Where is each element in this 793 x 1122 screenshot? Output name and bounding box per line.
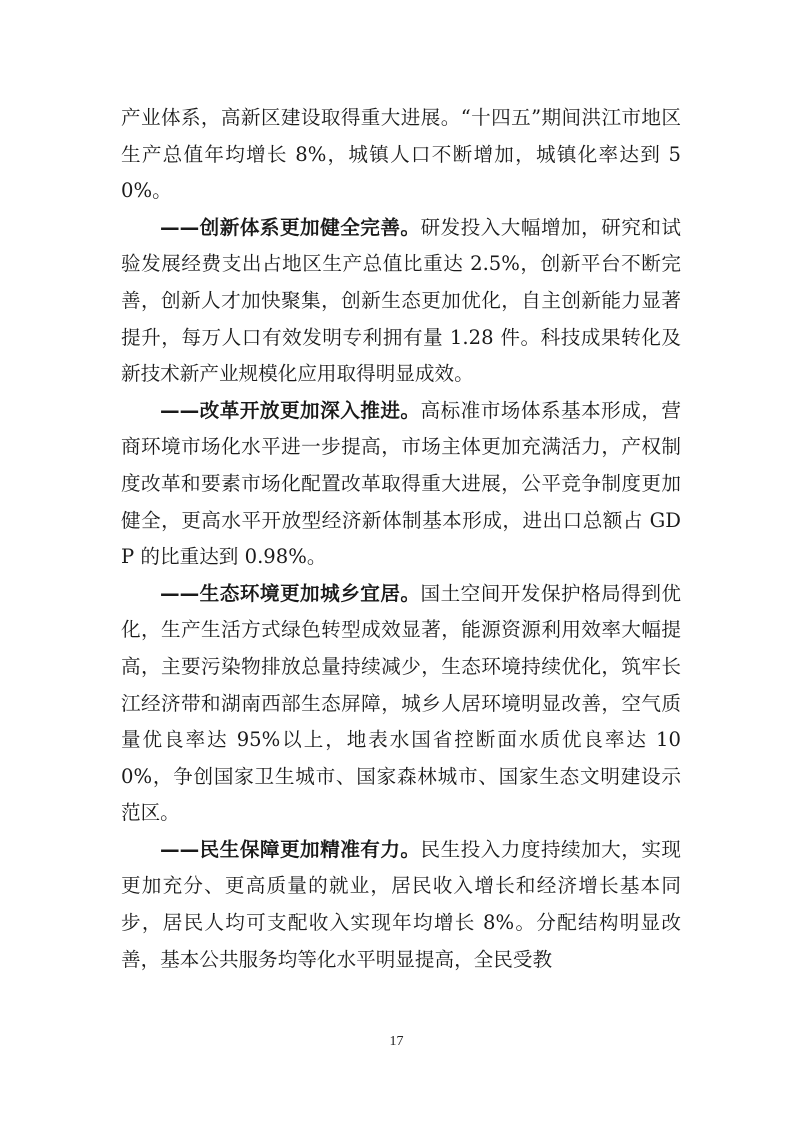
paragraph-text: 产业体系，高新区建设取得重大进展。“十四五”期间洪江市地区生产总值年均增长 8%，城镇人口不断增加，城镇化率达到 50%。 [121, 106, 681, 203]
paragraph-livelihood [121, 832, 681, 978]
paragraph-text: 国土空间开发保护格局得到优化，生产生活方式绿色转型成效显著，能源资源利用效率大幅提高，主要污染物排放总量持续减少，生态环境持续优化，筑牢长江经济带和湖南西部生态屏障，城乡人居环境明显改善，空气质量优良率达 95%以上，地表水国省控断面水质优良率达 100%，争创国家卫生城市、国家森林城市、国家生态文明建设示范区。 [121, 581, 681, 825]
paragraph-text: 研发投入大幅增加，研究和试验发展经费支出占地区生产总值比重达 2.5%，创新平台不断完善，创新人才加快聚集，创新生态更加优化，自主创新能力显著提升，每万人口有效发明专利拥有量 1.28 件。科技成果转化及新技术新产业规模化应用取得明显成效。 [121, 215, 681, 386]
paragraph-reform [121, 393, 681, 576]
paragraph-ecology [121, 576, 681, 832]
document-body [121, 100, 681, 978]
paragraph-urbanization [121, 100, 681, 210]
paragraph-lead-heading: ——民生保障更加精准有力。 [160, 837, 421, 861]
page-number: 17 [389, 1034, 404, 1049]
paragraph-innovation [121, 210, 681, 393]
paragraph-text: 高标准市场体系基本形成，营商环境市场化水平进一步提高，市场主体更加充满活力，产权制度改革和要素市场化配置改革取得重大进展，公平竞争制度更加健全，更高水平开放型经济新体制基本形成，进出口总额占 GDP 的比重达到 0.98%。 [121, 398, 681, 569]
paragraph-lead-heading: ——生态环境更加城乡宜居。 [160, 581, 421, 605]
paragraph-lead-heading: ——改革开放更加深入推进。 [160, 398, 421, 422]
paragraph-lead-heading: ——创新体系更加健全完善。 [160, 215, 421, 239]
paragraph-text: 民生投入力度持续加大，实现更加充分、更高质量的就业，居民收入增长和经济增长基本同步，居民人均可支配收入实现年均增长 8%。分配结构明显改善，基本公共服务均等化水平明显提高，全民受教 [121, 837, 681, 971]
